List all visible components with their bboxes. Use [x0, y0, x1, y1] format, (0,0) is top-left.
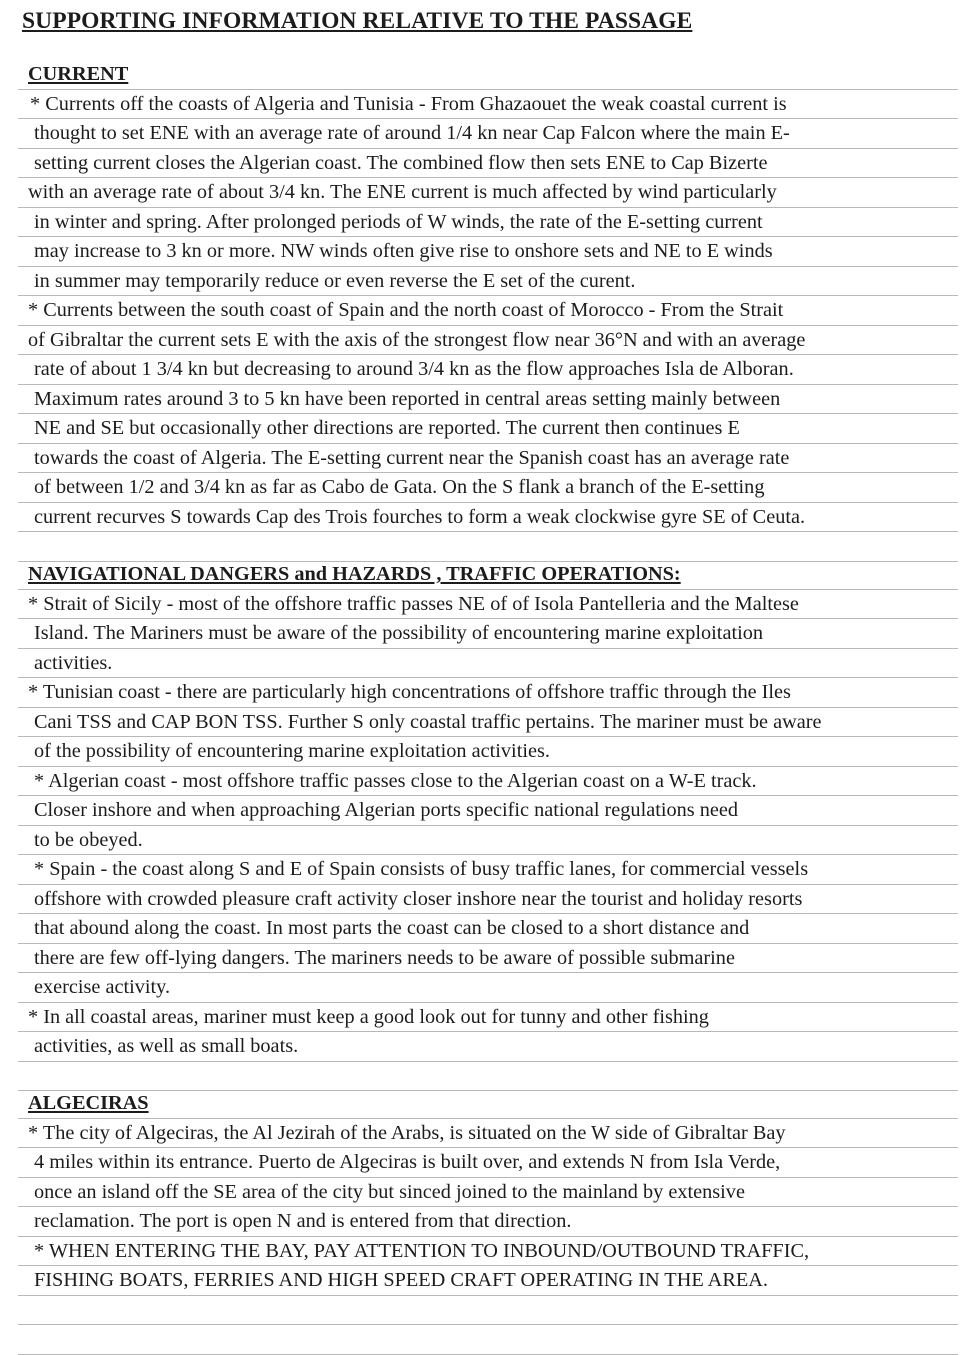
current-line: * Currents off the coasts of Algeria and Tunisia - From Ghazaouet the weak coastal current is	[18, 90, 958, 120]
dangers-section	[18, 560, 958, 1091]
current-line: may increase to 3 kn or more. NW winds often give rise to onshore sets and NE to E winds	[18, 237, 958, 267]
blank-ruled-line	[18, 1296, 958, 1326]
current-section	[18, 60, 958, 562]
current-line: NE and SE but occasionally other directions are reported. The current then continues E	[18, 414, 958, 444]
dangers-line: that abound along the coast. In most parts the coast can be closed to a short distance and	[18, 914, 958, 944]
dangers-line: Closer inshore and when approaching Algerian ports specific national regulations need	[18, 796, 958, 826]
dangers-line: * In all coastal areas, mariner must keep a good look out for tunny and other fishing	[18, 1003, 958, 1033]
current-line: setting current closes the Algerian coast. The combined flow then sets ENE to Cap Bizerte	[18, 149, 958, 179]
dangers-heading: NAVIGATIONAL DANGERS and HAZARDS , TRAFFIC OPERATIONS:	[18, 560, 958, 590]
dangers-line: exercise activity.	[18, 973, 958, 1003]
current-line: with an average rate of about 3/4 kn. The ENE current is much affected by wind particularly	[18, 178, 958, 208]
blank-ruled-line	[18, 1062, 958, 1092]
current-heading: CURRENT	[18, 60, 958, 90]
dangers-line: * Strait of Sicily - most of the offshore traffic passes NE of of Isola Pantelleria and the Maltese	[18, 590, 958, 620]
current-line: in summer may temporarily reduce or even reverse the E set of the curent.	[18, 267, 958, 297]
current-line: rate of about 1 3/4 kn but decreasing to around 3/4 kn as the flow approaches Isla de Alboran.	[18, 355, 958, 385]
current-line: thought to set ENE with an average rate of around 1/4 kn near Cap Falcon where the main E-	[18, 119, 958, 149]
algeciras-line: * WHEN ENTERING THE BAY, PAY ATTENTION TO INBOUND/OUTBOUND TRAFFIC,	[18, 1237, 958, 1267]
algeciras-line: once an island off the SE area of the city but sinced joined to the mainland by extensive	[18, 1178, 958, 1208]
dangers-line: Cani TSS and CAP BON TSS. Further S only coastal traffic pertains. The mariner must be aware	[18, 708, 958, 738]
dangers-line: of the possibility of encountering marine exploitation activities.	[18, 737, 958, 767]
dangers-line: * Tunisian coast - there are particularly high concentrations of offshore traffic through the Iles	[18, 678, 958, 708]
current-line: current recurves S towards Cap des Trois fourches to form a weak clockwise gyre SE of Ceuta.	[18, 503, 958, 533]
page-title: SUPPORTING INFORMATION RELATIVE TO THE PASSAGE	[22, 8, 693, 34]
dangers-line: to be obeyed.	[18, 826, 958, 856]
dangers-line: * Algerian coast - most offshore traffic passes close to the Algerian coast on a W-E track.	[18, 767, 958, 797]
current-line: towards the coast of Algeria. The E-setting current near the Spanish coast has an average rate	[18, 444, 958, 474]
current-line: of Gibraltar the current sets E with the axis of the strongest flow near 36°N and with an average	[18, 326, 958, 356]
dangers-line: * Spain - the coast along S and E of Spain consists of busy traffic lanes, for commercial vessels	[18, 855, 958, 885]
current-line: of between 1/2 and 3/4 kn as far as Cabo de Gata. On the S flank a branch of the E-setting	[18, 473, 958, 503]
dangers-line: there are few off-lying dangers. The mariners needs to be aware of possible submarine	[18, 944, 958, 974]
blank-ruled-line	[18, 1325, 958, 1355]
current-line: Maximum rates around 3 to 5 kn have been reported in central areas setting mainly between	[18, 385, 958, 415]
current-line: in winter and spring. After prolonged periods of W winds, the rate of the E-setting current	[18, 208, 958, 238]
current-line: * Currents between the south coast of Spain and the north coast of Morocco - From the Strait	[18, 296, 958, 326]
dangers-line: activities.	[18, 649, 958, 679]
dangers-line: activities, as well as small boats.	[18, 1032, 958, 1062]
blank-ruled-line	[18, 532, 958, 562]
algeciras-section	[18, 1089, 958, 1355]
algeciras-line: 4 miles within its entrance. Puerto de Algeciras is built over, and extends N from Isla Verde,	[18, 1148, 958, 1178]
algeciras-line: reclamation. The port is open N and is entered from that direction.	[18, 1207, 958, 1237]
algeciras-line: * The city of Algeciras, the Al Jezirah of the Arabs, is situated on the W side of Gibraltar Bay	[18, 1119, 958, 1149]
algeciras-heading: ALGECIRAS	[18, 1089, 958, 1119]
dangers-line: offshore with crowded pleasure craft activity closer inshore near the tourist and holiday resorts	[18, 885, 958, 915]
dangers-line: Island. The Mariners must be aware of the possibility of encountering marine exploitation	[18, 619, 958, 649]
algeciras-line: FISHING BOATS, FERRIES AND HIGH SPEED CRAFT OPERATING IN THE AREA.	[18, 1266, 958, 1296]
